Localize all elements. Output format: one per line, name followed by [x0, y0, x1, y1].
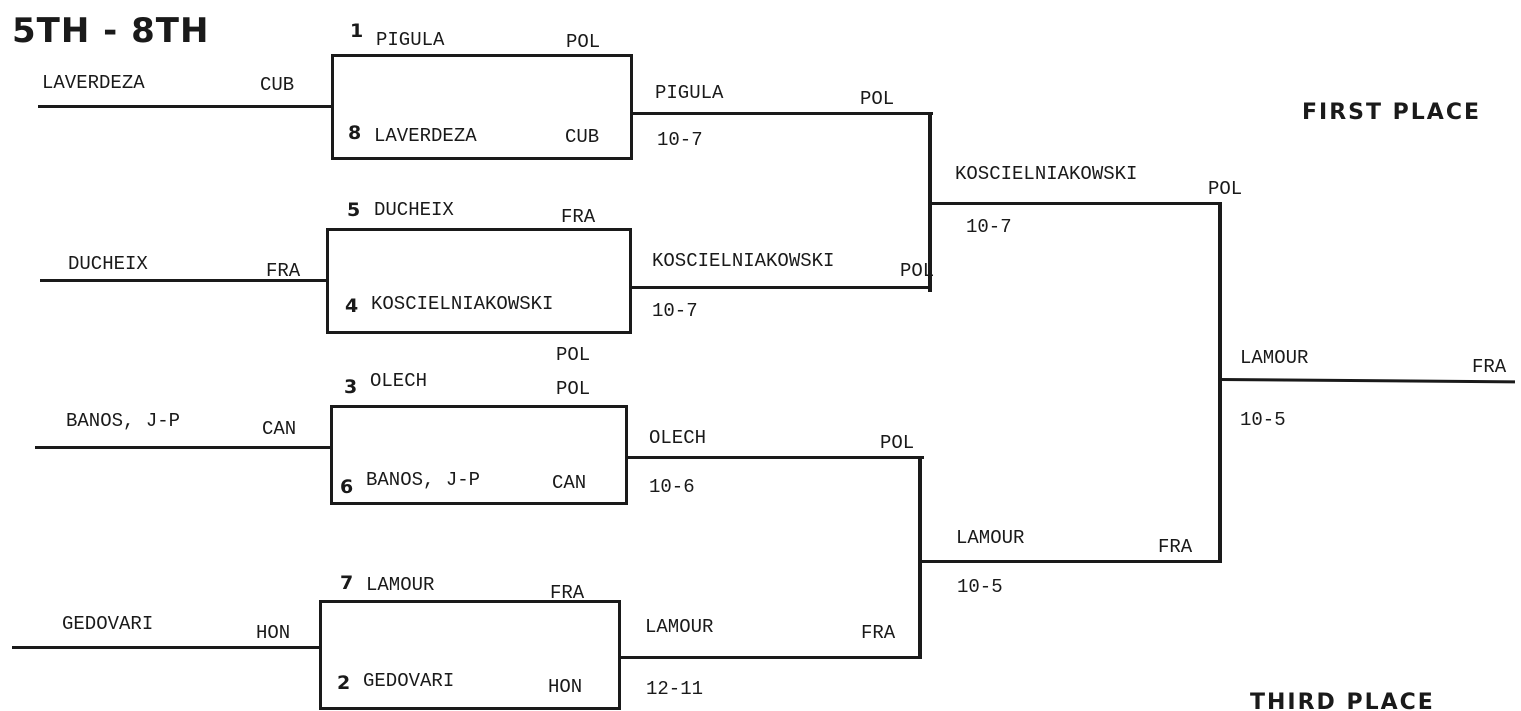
entry-1-name: LAVERDEZA: [42, 72, 145, 94]
final-score: 10-5: [1240, 409, 1286, 431]
semi-join: [1218, 202, 1222, 563]
entry-3-country: CAN: [262, 418, 297, 440]
final-country: FRA: [1472, 356, 1507, 378]
third-place-label: THIRD PLACE: [1250, 690, 1435, 711]
semi-line-2: [920, 560, 1220, 563]
pool-4-bottom-seed: 2: [337, 672, 351, 694]
semi-1-country: POL: [1208, 178, 1243, 200]
bracket-title: 5TH - 8TH: [12, 11, 210, 51]
pool-2-top-country: FRA: [561, 206, 596, 228]
pool-3-bottom-country: CAN: [552, 472, 587, 494]
final-name: LAMOUR: [1240, 347, 1309, 369]
semi-2-country: FRA: [1158, 536, 1193, 558]
pool-1-bottom-country: CUB: [565, 126, 600, 148]
pool-1-top-country: POL: [566, 31, 601, 53]
round2-3-country: POL: [880, 432, 915, 454]
pool-2-bottom-seed: 4: [345, 295, 359, 317]
pool-4-bottom-name: GEDOVARI: [363, 670, 455, 692]
round2-1-name: PIGULA: [655, 82, 724, 104]
round2-4-name: LAMOUR: [645, 616, 714, 638]
round2-2-name: KOSCIELNIAKOWSKI: [652, 250, 835, 272]
pool-3-bottom-seed: 6: [340, 476, 354, 498]
pool-1-bottom-name: LAVERDEZA: [374, 125, 477, 147]
round2-line-4: [621, 656, 922, 659]
entry-line-4: [12, 646, 321, 649]
round2-join-bottom: [918, 456, 922, 659]
semi-1-score: 10-7: [966, 216, 1012, 238]
entry-3-name: BANOS, J-P: [66, 410, 181, 432]
pool-3-top-name: OLECH: [370, 370, 428, 392]
round2-1-score: 10-7: [657, 129, 703, 151]
round2-line-3: [627, 456, 924, 459]
pool-1-top-seed: 1: [350, 20, 364, 42]
semi-line-1: [930, 202, 1222, 205]
entry-2-name: DUCHEIX: [68, 253, 148, 275]
round2-line-2: [631, 286, 931, 289]
round2-2-country: POL: [900, 260, 935, 282]
round2-1-country: POL: [860, 88, 895, 110]
round2-3-name: OLECH: [649, 427, 707, 449]
pool-2-top-name: DUCHEIX: [374, 199, 454, 221]
pool-3-bottom-name: BANOS, J-P: [366, 469, 481, 491]
semi-2-score: 10-5: [957, 576, 1003, 598]
pool-box-2: [326, 228, 632, 334]
first-place-label: FIRST PLACE: [1302, 100, 1482, 125]
entry-2-country: FRA: [266, 260, 301, 282]
round2-3-score: 10-6: [649, 476, 695, 498]
pool-1-bottom-seed: 8: [348, 122, 362, 144]
pool-3-top-seed: 3: [344, 376, 358, 398]
pool-1-top-name: PIGULA: [376, 29, 445, 51]
pool-4-top-seed: 7: [340, 572, 354, 594]
pool-4-top-country: FRA: [550, 582, 585, 604]
round2-4-score: 12-11: [646, 678, 704, 700]
semi-2-name: LAMOUR: [956, 527, 1025, 549]
pool-2-bottom-name: KOSCIELNIAKOWSKI: [371, 293, 554, 315]
semi-1-name: KOSCIELNIAKOWSKI: [955, 163, 1138, 185]
round2-2-score: 10-7: [652, 300, 698, 322]
entry-1-country: CUB: [260, 74, 295, 96]
round2-4-country: FRA: [861, 622, 896, 644]
entry-line-1: [38, 105, 333, 108]
entry-4-name: GEDOVARI: [62, 613, 154, 635]
pool-4-top-name: LAMOUR: [366, 574, 435, 596]
pool-2-bottom-country: POL: [556, 344, 591, 366]
round2-line-1: [633, 112, 933, 115]
entry-line-3: [35, 446, 332, 449]
entry-4-country: HON: [256, 622, 291, 644]
pool-3-top-country: POL: [556, 378, 591, 400]
pool-4-bottom-country: HON: [548, 676, 583, 698]
final-line: [1220, 378, 1515, 383]
pool-2-top-seed: 5: [347, 199, 361, 221]
